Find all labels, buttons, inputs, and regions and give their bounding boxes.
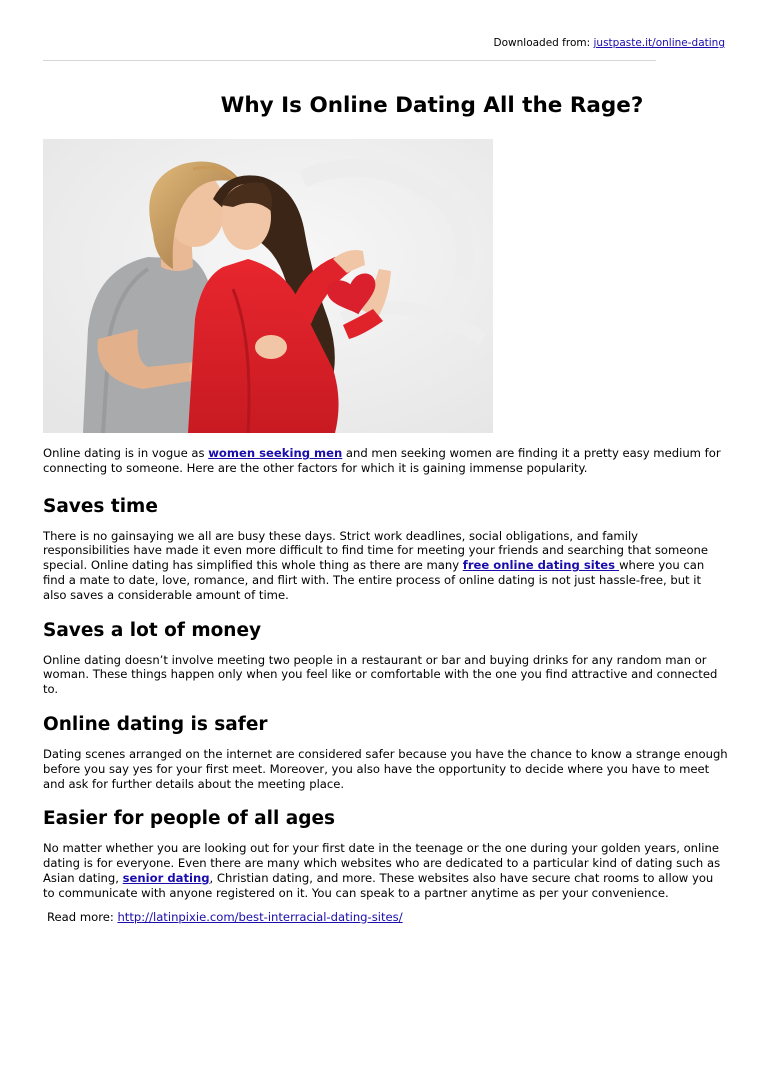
- header-divider: [43, 60, 656, 61]
- paragraph-saves-money: Online dating doesn’t involve meeting two people in a restaurant or bar and buying drinks for any random man or woman. These things happen only when you feel like or comfortable with the one you find attractive and connected to.: [43, 652, 718, 697]
- download-source-link[interactable]: justpaste.it/online-dating: [593, 37, 725, 49]
- all-ages-text-end: , Christian dating, and more. These websites also have secure chat rooms to allow you to communicate with anyone registered on it. You can speak to a partner anytime as per your convenience.: [43, 870, 714, 900]
- read-more-label: Read more:: [47, 909, 118, 924]
- paragraph-all-ages: [43, 841, 728, 900]
- heading-safer: Online dating is safer: [43, 713, 268, 735]
- page-title: Why Is Online Dating All the Rage?: [220, 93, 644, 118]
- heading-saves-time: Saves time: [43, 495, 158, 517]
- intro-text-start: Online dating is in vogue as: [43, 446, 209, 460]
- paragraph-safer: Dating scenes arranged on the internet are considered safer because you have the chance to know a strange enough before you say yes for your first meet. Moreover, you also have the opportunity to decide where you have to meet and ask for further details about the meeting place.: [43, 746, 728, 791]
- heading-all-ages: Easier for people of all ages: [43, 808, 336, 830]
- read-more-link[interactable]: http://latinpixie.com/best-interracial-dating-sites/: [117, 909, 403, 924]
- hero-couple-photo: [43, 139, 493, 433]
- senior-dating-link[interactable]: senior dating: [122, 870, 210, 885]
- download-note: [494, 37, 725, 49]
- intro-text-end: and men seeking women are finding it a pretty easy medium for connecting to someone. Here are the other factors for which it is gaining immense popularity.: [43, 446, 721, 475]
- heading-saves-money: Saves a lot of money: [43, 619, 262, 641]
- free-online-dating-sites-link[interactable]: free online dating sites: [462, 558, 620, 573]
- saves-time-text-start: There is no gainsaying we all are busy these days. Strict work deadlines, social obligations, and family responsibilities have made it even more difficult to find time for meeting your friends and searching that someone special. Online dating has simplified this whole thing as there are many: [43, 528, 709, 573]
- intro-paragraph: [43, 446, 728, 476]
- read-more: [47, 910, 728, 925]
- article-body: [43, 446, 728, 924]
- download-prefix: Downloaded from:: [493, 37, 594, 49]
- all-ages-text-start: No matter whether you are looking out for your first date in the teenage or the one during your golden years, online dating is for everyone. Even there are many which websites who are dedicated to a particular kind of dating such as Asian dating,: [43, 841, 721, 885]
- women-seeking-men-link[interactable]: women seeking men: [208, 446, 343, 460]
- paragraph-saves-time: [43, 529, 728, 603]
- saves-time-text-end: where you can find a mate to date, love, romance, and flirt with. The entire process of online dating is not just hassle-free, but it also saves a considerable amount of time.: [43, 558, 705, 602]
